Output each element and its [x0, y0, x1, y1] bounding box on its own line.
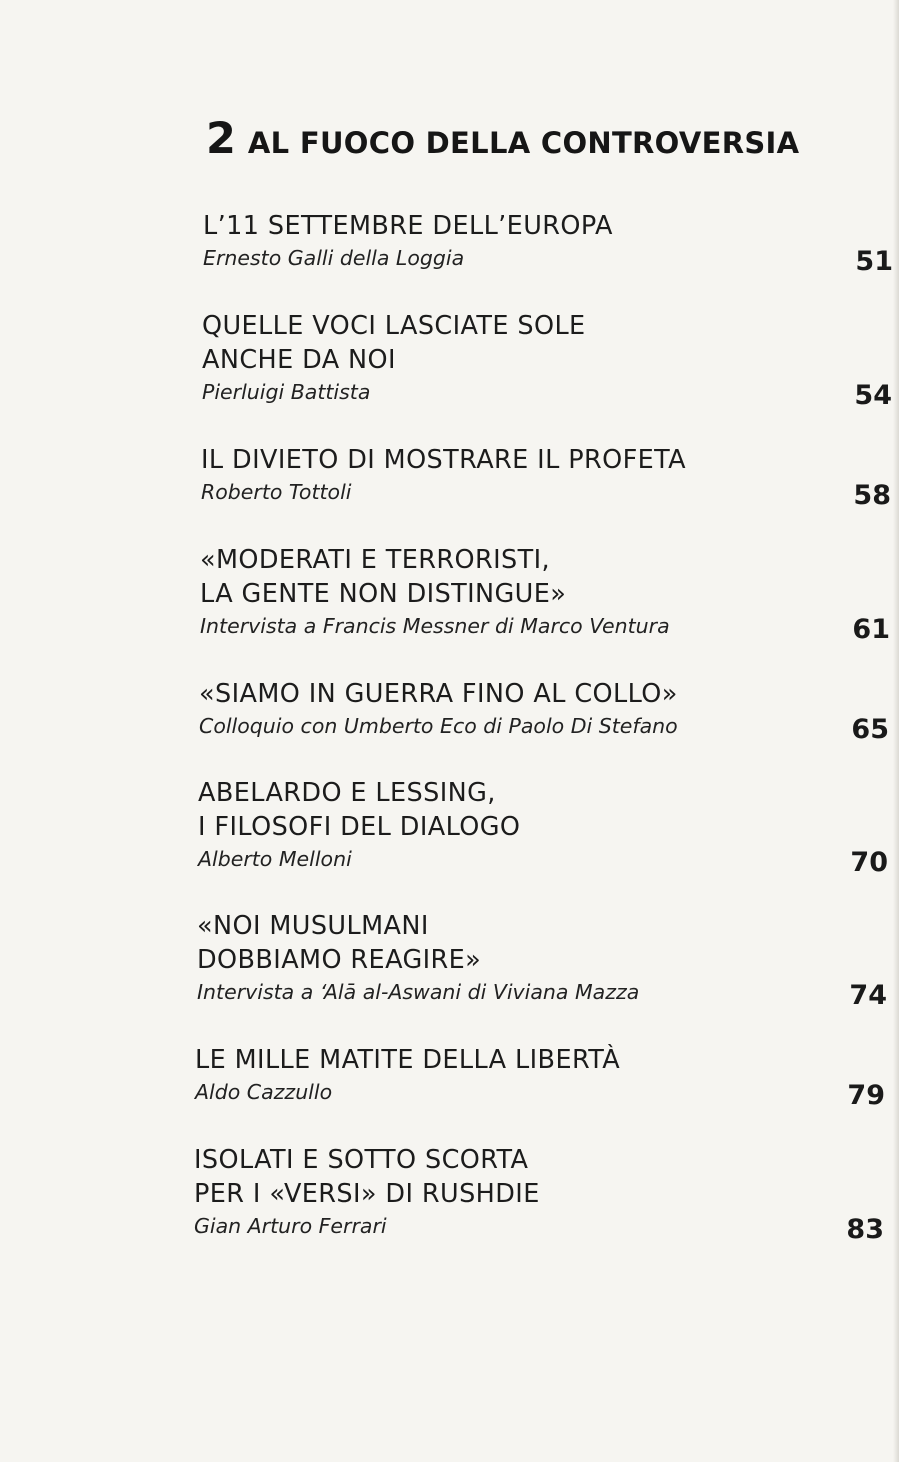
- entry-page-number: 70: [850, 847, 888, 878]
- toc-entry: [203, 209, 893, 277]
- chapter-number: 2: [206, 114, 236, 164]
- entry-author: Pierluigi Battista: [202, 380, 371, 404]
- entry-author: Ernesto Galli della Loggia: [203, 246, 465, 270]
- chapter-title: AL FUOCO DELLA CONTROVERSIA: [247, 126, 800, 160]
- toc-entry: [202, 309, 892, 411]
- entry-author: Aldo Cazzullo: [195, 1080, 333, 1104]
- entry-page-number: 58: [853, 480, 891, 511]
- entry-page-number: 54: [854, 380, 892, 411]
- entry-page-number: 51: [855, 246, 893, 277]
- toc-entry: [201, 443, 891, 511]
- toc-entry: [194, 1143, 884, 1245]
- entry-page-number: 83: [846, 1214, 884, 1245]
- entry-title: «SIAMO IN GUERRA FINO AL COLLO»: [199, 679, 678, 709]
- entry-title: LE MILLE MATITE DELLA LIBERTÀ: [195, 1045, 621, 1075]
- entry-author: Intervista a ‘Alā al-Aswani di Viviana Mazza: [197, 980, 640, 1004]
- entry-page-number: 79: [847, 1080, 885, 1111]
- chapter-heading: [206, 114, 799, 164]
- toc-entry: [198, 776, 888, 878]
- toc-entry: [199, 677, 889, 745]
- entry-author: Colloquio con Umberto Eco di Paolo Di Stefano: [199, 714, 678, 738]
- entry-title: L’11 SETTEMBRE DELL’EUROPA: [203, 211, 613, 241]
- entry-title: QUELLE VOCI LASCIATE SOLE ANCHE DA NOI: [202, 311, 586, 375]
- toc-entry: [200, 543, 890, 645]
- entry-title: ISOLATI E SOTTO SCORTA PER I «VERSI» DI RUSHDIE: [194, 1145, 540, 1209]
- entry-title: ABELARDO E LESSING, I FILOSOFI DEL DIALOGO: [198, 778, 521, 842]
- entry-page-number: 61: [852, 614, 890, 645]
- entry-title: «MODERATI E TERRORISTI, LA GENTE NON DISTINGUE»: [200, 545, 567, 609]
- entry-title: IL DIVIETO DI MOSTRARE IL PROFETA: [201, 445, 686, 475]
- entry-title: «NOI MUSULMANI DOBBIAMO REAGIRE»: [197, 911, 482, 975]
- entry-author: Gian Arturo Ferrari: [194, 1214, 387, 1238]
- entry-author: Intervista a Francis Messner di Marco Ventura: [200, 614, 670, 638]
- entry-author: Roberto Tottoli: [201, 480, 352, 504]
- page-edge: [893, 0, 899, 1462]
- entry-page-number: 74: [849, 980, 887, 1011]
- toc-entry: [197, 909, 887, 1011]
- toc-entry: [195, 1043, 885, 1111]
- entry-page-number: 65: [851, 714, 889, 745]
- entry-author: Alberto Melloni: [198, 847, 352, 871]
